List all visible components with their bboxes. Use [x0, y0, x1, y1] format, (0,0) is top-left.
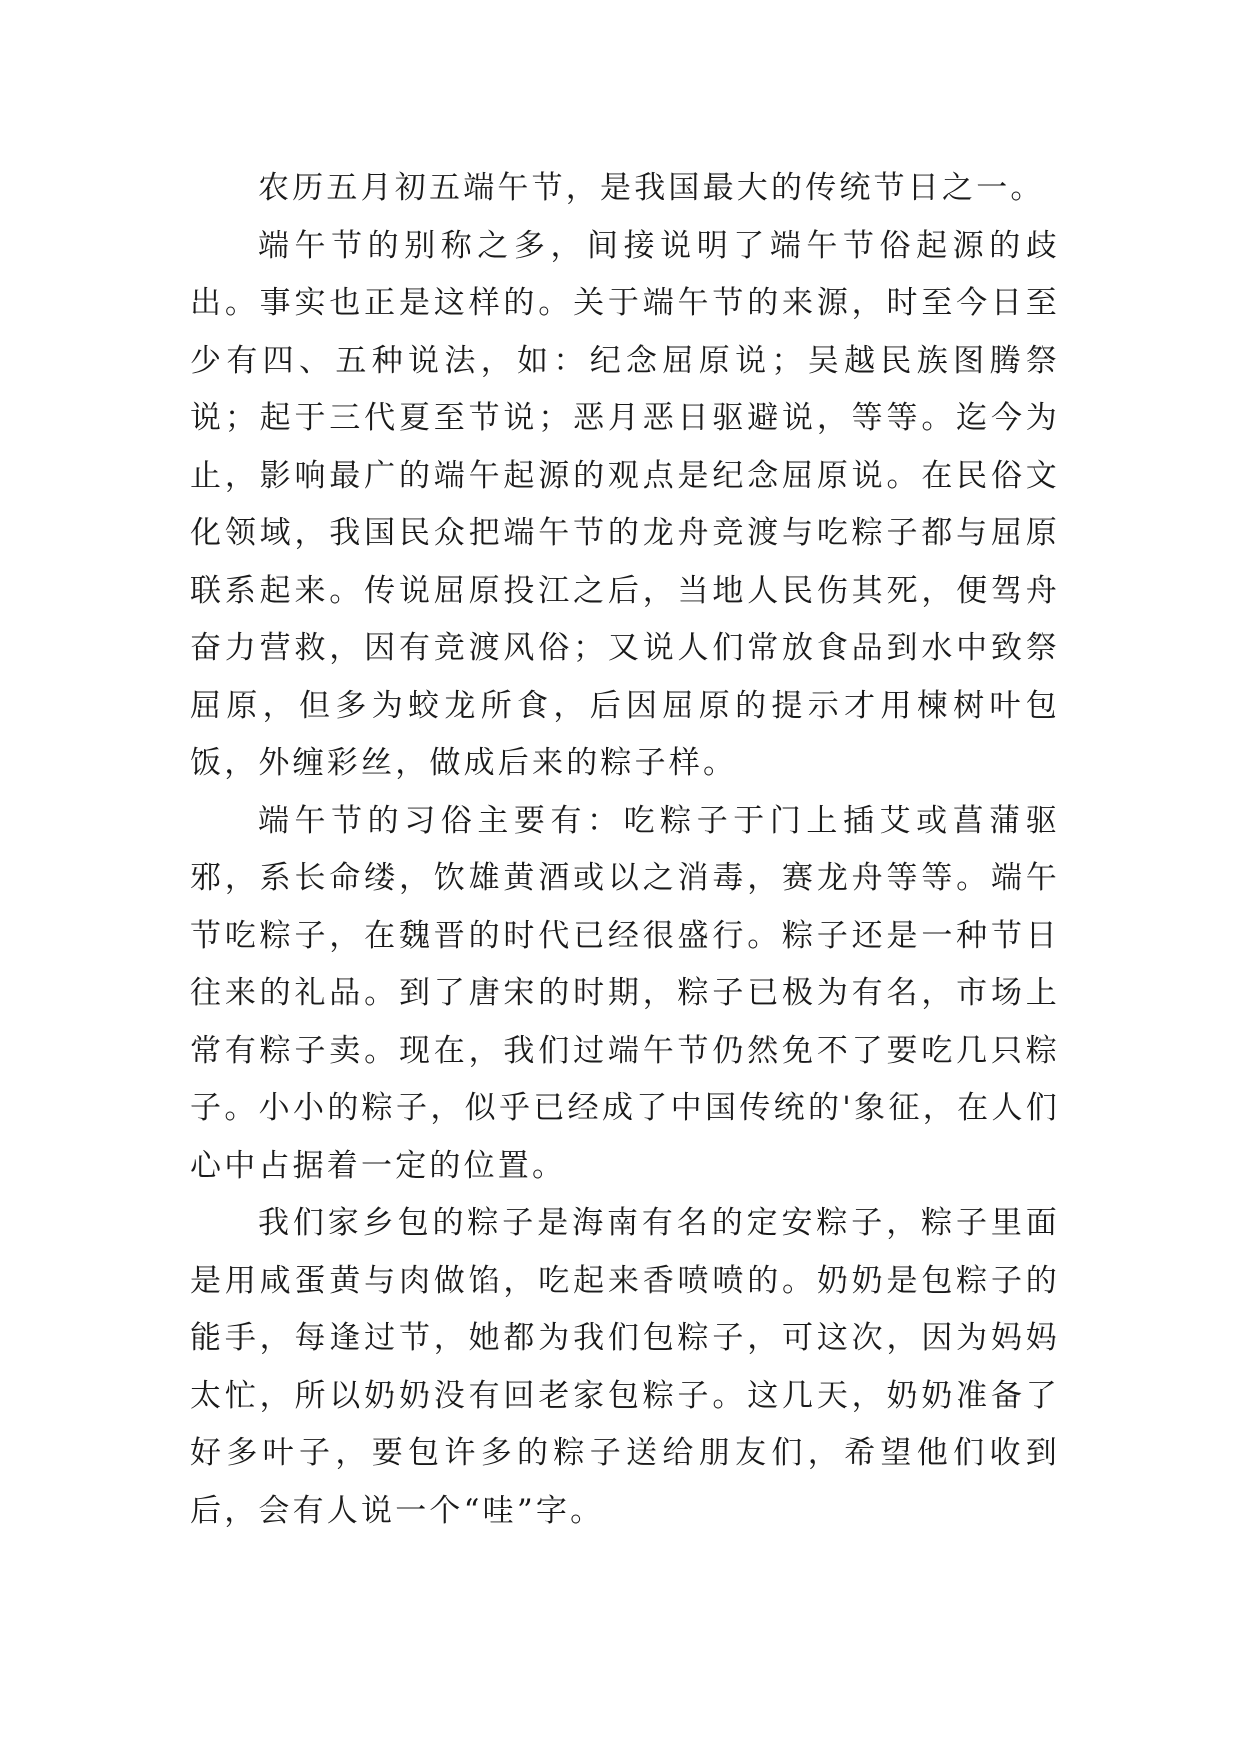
paragraph-intro: 农历五月初五端午节，是我国最大的传统节日之一。 [258, 170, 1045, 206]
document-body [190, 160, 1060, 1540]
paragraph-customs: 端午节的习俗主要有：吃粽子于门上插艾或菖蒲驱邪，系长命缕，饮雄黄酒或以之消毒，赛龙舟等等。端午节吃粽子，在魏晋的时代已经很盛行。粽子还是一种节日往来的礼品。到了唐宋的时期，粽子已极为有名，市场上常有粽子卖。现在，我们过端午节仍然免不了要吃几只粽子。小小的粽子，似乎已经成了中国传统的'象征，在人们心中占据着一定的位置。 [190, 802, 1060, 1184]
paragraph-origins: 端午节的别称之多，间接说明了端午节俗起源的歧出。事实也正是这样的。关于端午节的来源，时至今日至少有四、五种说法，如：纪念屈原说；吴越民族图腾祭说；起于三代夏至节说；恶月恶日驱避说，等等。迄今为止，影响最广的端午起源的观点是纪念屈原说。在民俗文化领域，我国民众把端午节的龙舟竞渡与吃粽子都与屈原联系起来。传说屈原投江之后，当地人民伤其死，便驾舟奋力营救，因有竞渡风俗；又说人们常放食品到水中致祭屈原，但多为蛟龙所食，后因屈原的提示才用楝树叶包饭，外缠彩丝，做成后来的粽子样。 [190, 227, 1060, 781]
paragraph-hometown: 我们家乡包的粽子是海南有名的定安粽子，粽子里面是用咸蛋黄与肉做馅，吃起来香喷喷的。奶奶是包粽子的能手，每逢过节，她都为我们包粽子，可这次，因为妈妈太忙，所以奶奶没有回老家包粽子。这几天，奶奶准备了好多叶子，要包许多的粽子送给朋友们，希望他们收到后，会有人说一个“哇”字。 [190, 1205, 1060, 1529]
